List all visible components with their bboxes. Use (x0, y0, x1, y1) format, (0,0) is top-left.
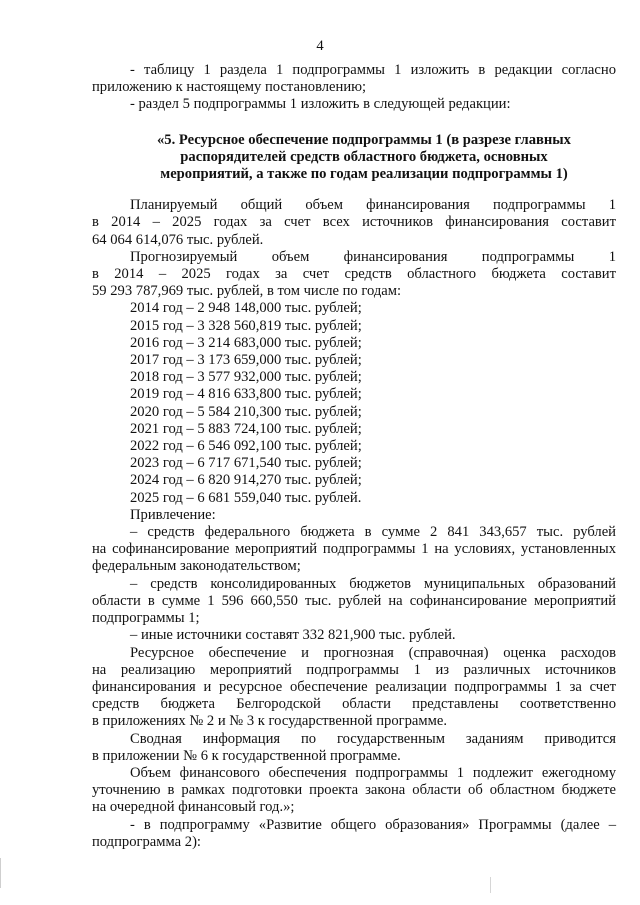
consolidated-line-2: области в сумме 1 596 660,550 тыс. рублей на софинансирование мероприятий (92, 592, 616, 609)
year-item: 2018 год – 3 577 932,000 тыс. рублей; (130, 369, 362, 386)
year-item: 2015 год – 3 328 560,819 тыс. рублей; (130, 317, 362, 334)
year-item: 2014 год – 2 948 148,000 тыс. рублей; (130, 300, 362, 317)
year-item: 2021 год – 5 883 724,100 тыс. рублей; (130, 420, 362, 437)
final-line-1: - в подпрограмму «Развитие общего образования» Программы (далее – (130, 816, 616, 833)
year-item: 2024 год – 6 820 914,270 тыс. рублей; (130, 472, 362, 489)
other-sources-line: – иные источники составят 332 821,900 тыс. рублей. (130, 627, 456, 644)
intro-line-1: - таблицу 1 раздела 1 подпрограммы 1 изложить в редакции согласно (130, 62, 616, 78)
federal-line-2: на софинансирование мероприятий подпрограммы 1 на условиях, установленных (92, 541, 616, 558)
volume-line-1: Объем финансового обеспечения подпрограммы 1 подлежит ежегодному (130, 764, 616, 781)
consolidated-line-3: подпрограммы 1; (92, 610, 200, 627)
year-item: 2025 год – 6 681 559,040 тыс. рублей. (130, 489, 362, 506)
document-body (92, 62, 616, 851)
year-list (92, 300, 616, 506)
planned-line-1: Планируемый общий объем финансирования подпрограммы 1 (130, 197, 616, 214)
intro-line-3: - раздел 5 подпрограммы 1 изложить в следующей редакции: (130, 96, 511, 113)
year-item: 2022 год – 6 546 092,100 тыс. рублей; (130, 438, 362, 455)
intro-line-2: приложению к настоящему постановлению; (92, 79, 367, 96)
year-item: 2017 год – 3 173 659,000 тыс. рублей; (130, 352, 362, 369)
year-item: 2019 год – 4 816 633,800 тыс. рублей; (130, 386, 362, 403)
section-heading (92, 132, 616, 184)
planned-line-2: в 2014 – 2025 годах за счет всех источников финансирования составит (92, 214, 616, 231)
federal-line-1: – средств федерального бюджета в сумме 2 841 343,657 тыс. рублей (130, 524, 616, 541)
page-number: 4 (316, 38, 324, 54)
resource-line-3: финансирования и ресурсное обеспечение реализации подпрограммы 1 за счет (92, 678, 616, 695)
scan-edge-mark (0, 858, 1, 888)
resource-line-5: в приложениях № 2 и № 3 к государственной программе. (92, 713, 447, 730)
year-item: 2023 год – 6 717 671,540 тыс. рублей; (130, 455, 362, 472)
year-item: 2020 год – 5 584 210,300 тыс. рублей; (130, 403, 362, 420)
resource-line-2: на реализацию мероприятий подпрограммы 1 из различных источников (92, 661, 616, 678)
attraction-label: Привлечение: (130, 506, 216, 523)
consolidated-line-1: – средств консолидированных бюджетов муниципальных образований (130, 575, 616, 592)
year-item: 2016 год – 3 214 683,000 тыс. рублей; (130, 334, 362, 351)
heading-line-3: мероприятий, а также по годам реализации подпрограммы 1) (160, 166, 568, 183)
summary-line-2: в приложении № 6 к государственной программе. (92, 747, 401, 764)
resource-line-4: средств бюджета Белгородской области представлены соответственно (92, 696, 616, 713)
forecast-line-3: 59 293 787,969 тыс. рублей, в том числе по годам: (92, 283, 402, 300)
final-line-2: подпрограмма 2): (92, 833, 201, 850)
scan-foot-mark (490, 877, 491, 893)
planned-line-3: 64 064 614,076 тыс. рублей. (92, 231, 264, 248)
heading-line-2: распорядителей средств областного бюджета, основных (180, 148, 548, 165)
forecast-line-1: Прогнозируемый объем финансирования подпрограммы 1 (130, 248, 616, 265)
summary-line-1: Сводная информация по государственным заданиям приводится (130, 730, 616, 747)
forecast-line-2: в 2014 – 2025 годах за счет средств областного бюджета составит (92, 266, 616, 283)
resource-line-1: Ресурсное обеспечение и прогнозная (справочная) оценка расходов (130, 644, 616, 661)
volume-line-3: на очередной финансовый год.»; (92, 799, 295, 816)
federal-line-3: федеральным законодательством; (92, 558, 301, 575)
heading-line-1: «5. Ресурсное обеспечение подпрограммы 1 (в разрезе главных (157, 131, 571, 148)
volume-line-2: уточнению в рамках подготовки проекта закона области об областном бюджете (92, 782, 616, 799)
